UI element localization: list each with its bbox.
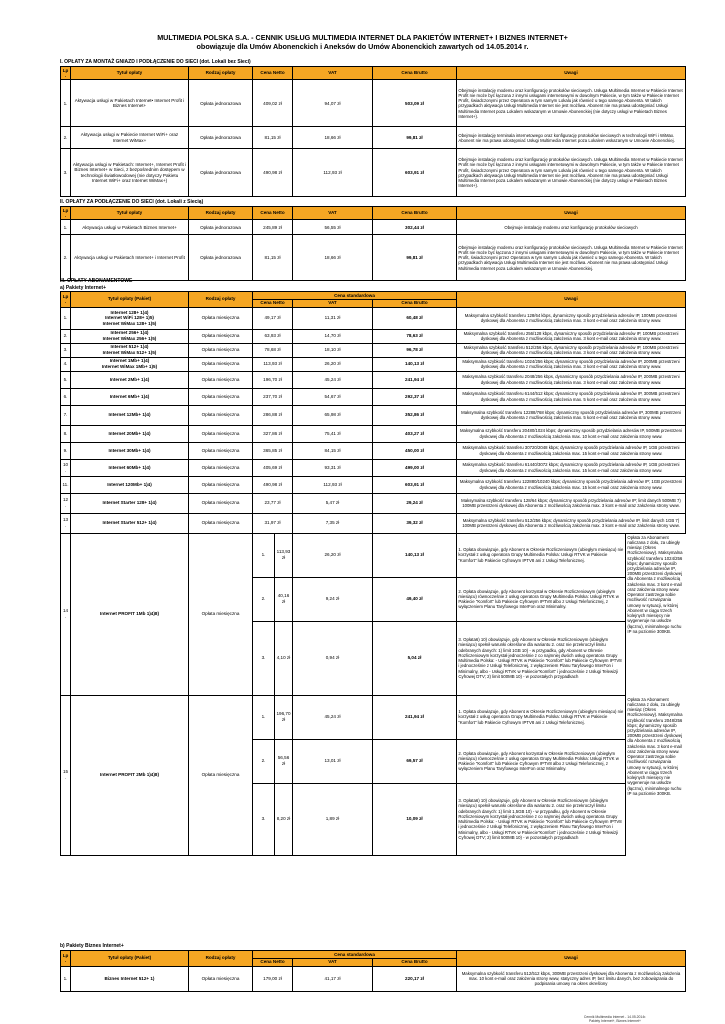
variant-number: 1. — [253, 695, 275, 739]
table-row — [61, 220, 686, 235]
row-title: Internet 256+ 1)4) Internet WiMax 256+ 1)5) — [71, 329, 189, 343]
profit-side-note: Opłata za Abonament naliczana z dołu, za ubiegły miesiąc (Okres Rozliczeniowy). Maksymalna szybkość transferu 2048/256 kbps; dynamiczny sposób przydzielania adresów IP, 200MB przestrzeni dyskowej dla Abonenta z możliwością założenia max. 3 kont e-mail oraz założenia strony www. Operator zastrzega sobie możliwość rozwiązania umowy w sytuacji, w której Abonent w ciągu trzech kolejnych miesięcy nie wygeneruje na usłudze (łącznu), minimalnego ruchu IP na poziomie 300KB. — [625, 696, 686, 856]
page-footer — [560, 1016, 670, 1023]
row-net: 63,93 zł — [253, 329, 293, 343]
table-section-3a — [60, 291, 686, 856]
row-net: 409,02 zł — [253, 80, 293, 127]
row-gross: 499,00 zł — [373, 459, 457, 476]
row-notes: Maksymalna szybkość transferu 128/64 kbps; dynamiczny sposób przydzielania adresów IP; limit danych 500MB 7) 100MB przestrzeni dyskowej dla Abonenta z możliwością założenia max. 3 kont e-mail oraz założenia strony www. — [457, 493, 686, 513]
row-gross: 99,81 zł — [373, 235, 457, 281]
row-notes: Maksymalna szybkość transferu 2048/256 kbps, dynamiczny sposób przydzielania adresów IP, 200MB przestrzeni dyskowej dla Abonenta z możliwością założenia max. 3 kont e-mail oraz założenia strony www. — [457, 371, 686, 388]
row-gross: 603,91 zł — [373, 476, 457, 493]
row-net: 179,00 zł — [253, 966, 293, 991]
variant-note: 3. Opłata6) 10) obowiązuje, gdy Abonent w Okresie Rozliczeniowym (ubiegłym miesiącu) spełnił warunki określone dla wariantu 2. oraz nie przekroczył limitu odebranych danych: 1) limit 1,5GB 10) - w przypadku, gdy Abonent w Okresie Rozliczeniowym korzystał jednocześnie z co najmniej dwóch usług operatora Grupy Multimedia Polska: - Usługi RTVK w Pakiecie "Komfort" lub Pakiecie Cyfrowym IPTV8 i jednocześnie z Usługi Telefonicznej, z wyłączeniem Planu Taryfowego InterFon i Minimalny, albo - Usługi RTVK w Pakiecie"Komfort" i jednocześnie z Usługi Telewizji Cyfrowej DTV; 2) limit 500MB 10) - w pozostałych przypadkach — [458, 798, 622, 840]
row-lp: 8. — [61, 425, 71, 442]
row-notes: Maksymalna szybkość transferu 6144/512 kbps; dynamiczny sposób przydzielania adresów IP, 300MB przestrzeni dyskowej dla Abonenta z możliwością założenia max. 5 kont e-mail oraz założenia strony www. — [457, 388, 686, 405]
col-net: Cena Netto — [253, 207, 293, 220]
table-row — [61, 695, 686, 739]
section-1-title: I. OPŁATY ZA MONTAŻ GNIAZD I PODŁĄCZENIE DO SIECI (dot. Lokali bez Sieci) — [60, 59, 251, 65]
variant-number: 3. — [253, 783, 275, 855]
table-row — [61, 127, 686, 149]
row-vat: 84,15 zł — [293, 442, 373, 459]
row-lp: 5. — [61, 371, 71, 388]
row-lp: 3. — [61, 149, 71, 197]
row-gross: 69,57 zł — [373, 739, 457, 783]
table-row — [61, 425, 686, 442]
footer-line-1: Cennik Multimedia Internet - 14.05.2014r. — [583, 1015, 647, 1019]
col-lp: Lp. — [61, 67, 71, 80]
row-lp: 7. — [61, 405, 71, 425]
row-notes: Maksymalna szybkość transferu 61440/3072 kbps; dynamiczny sposób przydzielania adresów IP, 1GB przestrzeni dyskowej dla Abonenta z możliwością założenia max. 15 kont e-mail oraz założenia strony www. — [457, 459, 686, 476]
row-vat: 45,24 zł — [293, 371, 373, 388]
row-title: Internet 120Mb+ 1)4) — [71, 476, 189, 493]
row-type: Opłata miesięczna — [189, 425, 253, 442]
col-net: Cena Netto — [253, 299, 293, 307]
row-gross: 292,37 zł — [373, 388, 457, 405]
variant-number: 2. — [253, 577, 275, 621]
table-row — [61, 442, 686, 459]
title-line-1: MULTIMEDIA POLSKA S.A. - CENNIK USŁUG MULTIMEDIA INTERNET DLA PAKIETÓW INTERNET+ I BIZNES INTERNET+ — [157, 33, 568, 42]
row-net: 113,93 zł — [275, 533, 293, 577]
row-title: Internet 60Mb+ 1)4) — [71, 459, 189, 476]
row-title: Internet Starter 128+ 1)4) — [71, 493, 189, 513]
row-net: 31,97 zł — [253, 513, 293, 533]
row-vat: 18,10 zł — [293, 343, 373, 357]
row-title: Internet 20Mb+ 1)4) — [71, 425, 189, 442]
row-notes: Maksymalna szybkość transferu 12288/768 kbps; dynamiczny sposób przydzielania adresów IP, 300MB przestrzeni dyskowej dla Abonenta z możliwością założenia max. 5 kont e-mail oraz założenia strony www. — [457, 405, 686, 425]
row-net: 78,68 zł — [253, 343, 293, 357]
row-lp: 1. — [61, 220, 71, 235]
row-lp: 11. — [61, 476, 71, 493]
row-gross: 60,48 zł — [373, 307, 457, 329]
variant-number: 1. — [253, 533, 275, 577]
section-3a-title: a) Pakiety Internet+ — [60, 285, 106, 291]
row-type: Opłata miesięczna — [189, 307, 253, 329]
row-vat: 94,07 zł — [293, 80, 373, 127]
row-title: Internet PROFIT 2Mb 1)4)8) — [71, 695, 189, 855]
row-notes: Maksymalna szybkość transferu 128/64 kbps, dynamiczny sposób przydzielania adresów IP, 100MB przestrzeni dyskowej dla Abonenta z możliwością założenia max. 3 kont e-mail oraz założenia strony www. — [457, 307, 686, 329]
row-lp: 4. — [61, 357, 71, 371]
table-section-3b — [60, 950, 686, 992]
row-net: 490,98 zł — [253, 149, 293, 197]
table-row — [61, 357, 686, 371]
variant-note: 1. Opłata obowiązuje, gdy Abonent w Okresie Rozliczeniowym (ubiegłym miesiącu) nie korzystał z usług operatora Grupy Multimedia Polska: Usługi RTVK w Pakiecie "Komfort" lub Pakiecie Cyfrowym IPTV8 ani z Usługi Telefonicznej. — [458, 547, 624, 563]
row-gross: 503,09 zł — [373, 80, 457, 127]
row-gross: 450,00 zł — [373, 442, 457, 459]
row-vat: 45,24 zł — [293, 695, 373, 739]
row-type: Opłata miesięczna — [189, 371, 253, 388]
row-vat: 13,01 zł — [293, 739, 373, 783]
row-vat: 56,55 zł — [293, 220, 373, 235]
row-title: Aktywacja usługi w Pakietach: Internet+, Internet Profit i Biznes Internet+ w Sieci, z bezpośrednim dostępem w technologii światłowodowej (nie dotyczy Pakietu Internet WiFi+ oraz Internet WiMax+) — [71, 149, 189, 197]
row-net: 196,70 zł — [253, 371, 293, 388]
row-gross: 99,81 zł — [373, 127, 457, 149]
row-title: Aktywacja usługi w Pakietach Internet+ i Internet Profit — [71, 235, 189, 281]
row-vat: 26,20 zł — [293, 533, 373, 577]
row-vat: 65,98 zł — [293, 405, 373, 425]
col-gross: Cena Brutto — [373, 207, 457, 220]
row-vat: 112,93 zł — [293, 476, 373, 493]
row-title: Internet 30Mb+ 1)4) — [71, 442, 189, 459]
row-type: Opłata jednorazowa — [189, 127, 253, 149]
row-title: Aktywacja usługi w Pakietach Biznes Internet+ — [71, 220, 189, 235]
row-title: Internet 12Mb+ 1)4) — [71, 405, 189, 425]
row-notes: Obejmuje instalację modemu oraz konfigurację protokołów sieciowych. Usługa Multimedia Internet w Pakiecie Internet Profit nie może być łączona z innymi usługami internetowymi w dowolnym Pakiecie, w tym także w Pakiecie Internet Profit, świadczonymi przez Operatora w tym samym Lokalu jak również u tego samego Abonenta. W takich przypadkach aktywacja Usługi Multimedia Internet nie jest możliwa. Abonent nie ma prawa udostępniać Usługi Multimedia Internet poza Lokalem wskazanym w Umowie Abonenckiej. — [457, 235, 686, 281]
row-notes: Obejmuje instalację modemu oraz konfigurację protokołów sieciowych — [457, 220, 686, 235]
row-net: 365,85 zł — [253, 442, 293, 459]
row-vat: 75,41 zł — [293, 425, 373, 442]
row-vat: 54,67 zł — [293, 388, 373, 405]
col-title: Tytuł opłaty — [71, 207, 189, 220]
row-gross: 29,24 zł — [373, 493, 457, 513]
row-notes: Maksymalna szybkość transferu 20480/1024 kbps; dynamiczny sposób przydzielania adresów IP, 500MB przestrzeni dyskowej dla Abonenta z możliwością założenia max. 10 kont e-mail oraz założenia strony www. — [457, 425, 686, 442]
footer-line-2: Pakiety Internet+, Biznes Internet+ — [588, 1018, 642, 1023]
col-title: Tytuł opłaty (Pakiet) — [71, 951, 189, 967]
row-net: 23,77 zł — [253, 493, 293, 513]
row-type: Opłata miesięczna — [189, 533, 253, 695]
col-type: Rodzaj opłaty — [189, 67, 253, 80]
row-gross: 78,63 zł — [373, 329, 457, 343]
profit-rows — [61, 533, 686, 855]
table-header-row — [61, 67, 686, 80]
row-vat: 41,17 zł — [293, 966, 373, 991]
row-gross: 49,40 zł — [373, 577, 457, 621]
document-title — [0, 33, 725, 51]
row-gross: 220,17 zł — [373, 966, 457, 991]
row-net: 327,86 zł — [253, 425, 293, 442]
row-gross: 140,13 zł — [373, 533, 457, 577]
table-row — [61, 307, 686, 329]
row-net: 81,15 zł — [253, 235, 293, 281]
row-notes: Maksymalna szybkość transferu 122880/10240 kbps; dynamiczny sposób przydzielania adresów IP; 1GB przestrzeni dyskowej dla Abonenta z możliwością założenia max. 15 kont e-mail oraz założenia strony www. — [457, 476, 686, 493]
col-gross: Cena Brutto — [373, 958, 457, 966]
variant-note: 2. Opłata obowiązuje, gdy Abonent korzystał w Okresie Rozliczeniowym (ubiegłym miesiącu) równocześnie z usług operatora Grupy Multimedia Polska: Usługi RTVK w Pakiecie "Komfort" lub Pakiecie Cyfrowym IPTV8 albo z Usługi Telefonicznej, z wyłączeniem Planu Taryfowego InterFon oraz Minimalny. — [458, 588, 619, 610]
row-type: Opłata miesięczna — [189, 405, 253, 425]
table-row — [61, 513, 686, 533]
row-title: Internet 512+ 1)4) Internet WiMax 512+ 1)5) — [71, 343, 189, 357]
row-net: 286,88 zł — [253, 405, 293, 425]
row-notes: Maksymalna szybkość transferu 512/512 kbps, 300MB przestrzeni dyskowej dla Abonenta z możliwością założenia max. 10 kont e-mail oraz założenia strony www, statyczny adres IP, bez limitu danych, bez zobowiązania do podpisania umowy na okres określony — [457, 966, 686, 991]
row-type: Opłata miesięczna — [189, 493, 253, 513]
table-row — [61, 405, 686, 425]
row-gross: 403,27 zł — [373, 425, 457, 442]
table-row — [61, 329, 686, 343]
row-gross: 5,04 zł — [373, 621, 457, 695]
row-type: Opłata jednorazowa — [189, 149, 253, 197]
table-header-row — [61, 951, 686, 959]
variant-note: 1. Opłata obowiązuje, gdy Abonent w Okresie Rozliczeniowym (ubiegłym miesiącu) nie korzystał z usług operatora Grupy Multimedia Polska: Usługi RTVK w Pakiecie "Komfort" lub Pakiecie Cyfrowym IPTV8 ani z Usługi Telefonicznej. — [458, 709, 624, 725]
row-vat: 26,20 zł — [293, 357, 373, 371]
col-title: Tytuł opłaty (Pakiet) — [71, 292, 189, 308]
variant-note: 2. Opłata obowiązuje, gdy Abonent korzystał w Okresie Rozliczeniowym (ubiegłym miesiącu) równocześnie z usług operatora Grupy Multimedia Polska: Usługi RTVK w Pakiecie "Komfort" lub Pakiecie Cyfrowym IPTV8 albo z Usługi Telefonicznej, z wyłączeniem Planu Taryfowego InterFon oraz Minimalny. — [458, 750, 619, 772]
section-3-title: III. OPŁATY ABONAMENTOWE — [60, 278, 133, 284]
table-row — [61, 343, 686, 357]
col-notes: Uwagi — [457, 951, 686, 967]
row-type: Opłata jednorazowa — [189, 235, 253, 281]
row-type: Opłata miesięczna — [189, 357, 253, 371]
row-title: Internet Starter 512+ 1)4) — [71, 513, 189, 533]
table-row — [61, 371, 686, 388]
table-row — [61, 459, 686, 476]
row-lp: 6. — [61, 388, 71, 405]
table-row — [61, 493, 686, 513]
row-gross: 241,94 zł — [373, 695, 457, 739]
row-net: 237,70 zł — [253, 388, 293, 405]
row-gross: 10,09 zł — [373, 783, 457, 855]
variant-note: 3. Opłata6) 10) obowiązuje, gdy Abonent w Okresie Rozliczeniowym (ubiegłym miesiącu) spełnił warunki określone dla wariantu 2. oraz nie przekroczył limitu odebranych danych: 1) limit 1GB 10) - w przypadku, gdy Abonent w Okresie Rozliczeniowym korzystał jednocześnie z co najmniej dwóch usług operatora Grupy Multimedia Polska: - Usługi RTVK w Pakiecie "Komfort" lub Pakiecie Cyfrowym IPTV8 i jednocześnie z Usługi Telefonicznej, z wyłączeniem Planu Taryfowego InterFon i Minimalny, albo - Usługi RTVK w Pakiecie"Komfort" i jednocześnie z Usługi Telewizji Cyfrowej DTV; 2) limit 500MB 10) - w pozostałych przypadkach — [458, 637, 622, 679]
row-net: 196,70 zł — [275, 695, 293, 739]
row-type: Opłata miesięczna — [189, 329, 253, 343]
row-lp: 15. — [61, 695, 71, 855]
row-type: Opłata miesięczna — [189, 695, 253, 855]
row-type: Opłata miesięczna — [189, 388, 253, 405]
row-lp: 13. — [61, 513, 71, 533]
col-notes: Uwagi — [457, 207, 686, 220]
row-gross: 140,13 zł — [373, 357, 457, 371]
table-header-row — [61, 207, 686, 220]
row-vat: 112,93 zł — [293, 149, 373, 197]
table-row — [61, 966, 686, 991]
row-net: 81,15 zł — [253, 127, 293, 149]
col-vat: VAT — [293, 958, 373, 966]
col-net: Cena Netto — [253, 958, 293, 966]
table-row — [61, 235, 686, 281]
row-notes: Maksymalna szybkość transferu 256/128 kbps, dynamiczny sposób przydzielania adresów IP, 100MB przestrzeni dyskowej dla Abonenta z możliwością założenia max. 3 kont e-mail oraz założenia strony www. — [457, 329, 686, 343]
row-gross: 603,91 zł — [373, 149, 457, 197]
row-title: Internet 2Mb+ 1)4) — [71, 371, 189, 388]
col-notes: Uwagi — [457, 67, 686, 80]
row-title: Biznes Internet 512+ 1) — [71, 966, 189, 991]
row-lp: 2. — [61, 235, 71, 281]
row-lp: 1. — [61, 80, 71, 127]
row-title: Aktywacja usługi w Pakiecie Internet WiFi+ oraz Internet WiMax+ — [71, 127, 189, 149]
row-vat: 93,31 zł — [293, 459, 373, 476]
table-row — [61, 388, 686, 405]
row-lp: 1. — [61, 307, 71, 329]
row-gross: 39,32 zł — [373, 513, 457, 533]
section-2-title: II. OPŁATY ZA PODŁĄCZENIE DO SIECI (dot. Lokali z Siecią) — [60, 199, 204, 205]
row-vat: 0,94 zł — [293, 621, 373, 695]
row-vat: 1,89 zł — [293, 783, 373, 855]
row-lp: 3. — [61, 343, 71, 357]
title-line-2: obowiązuje dla Umów Abonenckich i Aneksów do Umów Abonenckich zawartych od 14.05.2014 r. — [196, 42, 529, 51]
col-gross: Cena Brutto — [373, 67, 457, 80]
row-notes: Maksymalna szybkość transferu 1024/256 kbps; dynamiczny sposób przydzielania adresów IP, 200MB przestrzeni dyskowej dla Abonenta z możliwością założenia max. 3 kont e-mail oraz założenia strony www. — [457, 357, 686, 371]
row-gross: 302,44 zł — [373, 220, 457, 235]
col-lp: Lp. — [61, 951, 71, 967]
variant-number: 3. — [253, 621, 275, 695]
row-type: Opłata miesięczna — [189, 442, 253, 459]
row-notes: Obejmuje instalację modemu oraz konfigurację protokołów sieciowych. Usługa Multimedia Internet w Pakiecie Internet Profit nie może być łączona z innymi usługami internetowymi w dowolnym Pakiecie, w tym także w Pakiecie Internet Profit, świadczonymi przez Operatora w tym samym Lokalu jak również u tego samego Abonenta. W takich przypadkach aktywacja Usługi Multimedia Internet nie jest możliwa. Abonent nie ma prawa udostępniać Usługi Multimedia Internet poza Lokalem wskazanym w Umowie Abonenckiej (nie dotyczy usługi w Pakietach Biznes Internet+). — [457, 149, 686, 197]
col-vat: VAT — [293, 67, 373, 80]
table-row — [61, 533, 686, 577]
table-row — [61, 80, 686, 127]
row-title: Internet 1Mb+ 1)4) Internet WiMax 1Mb+ 1)5) — [71, 357, 189, 371]
package-rows — [61, 307, 686, 533]
col-gross: Cena Brutto — [373, 299, 457, 307]
row-notes: Obejmuje instalację modemu oraz konfigurację protokołów sieciowych. Usługa Multimedia Internet w Pakiecie Internet Profit nie może być łączona z innymi usługami internetowymi w dowolnym Pakiecie, w tym także w Pakiecie Internet Profit, świadczonymi przez Operatora w tym samym Lokalu jak również u tego samego Abonenta. W takich przypadkach aktywacja Usługi Multimedia Internet nie jest możliwa. Abonent nie ma prawa udostępniać Usługi Multimedia Internet poza Lokalem wskazanym w Umowie Abonenckiej (nie dotyczy usługi w Pakietach Biznes Internet+). — [457, 80, 686, 127]
row-net: 49,17 zł — [253, 307, 293, 329]
row-type: Opłata miesięczna — [189, 513, 253, 533]
row-vat: 9,24 zł — [293, 577, 373, 621]
row-net: 4,10 zł — [275, 621, 293, 695]
table-row — [61, 476, 686, 493]
section-3b-title: b) Pakiety Biznes Internet+ — [60, 943, 124, 949]
row-gross: 352,86 zł — [373, 405, 457, 425]
row-net: 113,93 zł — [253, 357, 293, 371]
col-type: Rodzaj opłaty — [189, 207, 253, 220]
row-vat: 18,66 zł — [293, 235, 373, 281]
row-lp: 1. — [61, 966, 71, 991]
row-type: Opłata jednorazowa — [189, 80, 253, 127]
row-net: 405,69 zł — [253, 459, 293, 476]
row-notes: Obejmuje instalację terminala internetowego oraz konfigurację protokołów sieciowych w technologii WiFi i WiMax. Abonent nie ma prawa udostępniać Usługi Multimedia Internet poza Lokalem wskazanym w Umowie Abonenckiej. — [457, 127, 686, 149]
row-lp: 2. — [61, 127, 71, 149]
col-title: Tytuł opłaty — [71, 67, 189, 80]
row-lp: 14. — [61, 533, 71, 695]
row-gross: 96,78 zł — [373, 343, 457, 357]
row-lp: 9. — [61, 442, 71, 459]
table-section-2 — [60, 206, 686, 281]
table-header-row — [61, 292, 686, 300]
row-vat: 7,35 zł — [293, 513, 373, 533]
row-title: Internet 6Mb+ 1)4) — [71, 388, 189, 405]
row-type: Opłata miesięczna — [189, 966, 253, 991]
table-row — [61, 149, 686, 197]
row-vat: 5,47 zł — [293, 493, 373, 513]
row-lp: 2. — [61, 329, 71, 343]
row-notes: Maksymalna szybkość transferu 30720/2048 kbps; dynamiczny sposób przydzielania adresów IP, 1GB przestrzeni dyskowej dla Abonenta z możliwością założenia max. 15 kont e-mail oraz założenia strony www. — [457, 442, 686, 459]
row-lp: 12. — [61, 493, 71, 513]
row-type: Opłata miesięczna — [189, 343, 253, 357]
row-title: Internet PROFIT 1Mb 1)4)8) — [71, 533, 189, 695]
col-net: Cena Netto — [253, 67, 293, 80]
row-net: 245,89 zł — [253, 220, 293, 235]
profit-side-note: Opłata za Abonament naliczana z dołu, za ubiegły miesiąc (Okres Rozliczeniowy). Maksymalna szybkość transferu 1024/256 kbps; dynamiczny sposób przydzielania adresów IP, 200MB przestrzeni dyskowej dla Abonenta z możliwością założenia max. 3 kont e-mail oraz założenia strony www. Operator zastrzega sobie możliwość rozwiązania umowy w sytuacji, w której Abonent w ciągu trzech kolejnych miesięcy nie wygeneruje na usłudze (łącznu), minimalnego ruchu IP na poziomie 300KB. — [625, 534, 686, 696]
row-type: Opłata miesięczna — [189, 459, 253, 476]
col-notes: Uwagi — [457, 292, 686, 308]
row-gross: 241,94 zł — [373, 371, 457, 388]
row-notes: Maksymalna szybkość transferu 512/256 kbps; dynamiczny sposób przydzielania adresów IP, limit danych 1GB 7) 100MB przestrzeni dyskowej dla Abonenta z możliwością założenia max. 3 kont e-mail oraz założenia strony www. — [457, 513, 686, 533]
col-standard-price: Cena standardowa — [253, 951, 457, 959]
col-lp: Lp. — [61, 292, 71, 308]
row-net: 490,98 zł — [253, 476, 293, 493]
row-notes: Maksymalna szybkość transferu 512/256 kbps, dynamiczny sposób przydzielania adresów IP, 100MB przestrzeni dyskowej dla Abonenta z możliwością założenia max. 3 kont e-mail oraz założenia strony www. — [457, 343, 686, 357]
row-net: 8,20 zł — [275, 783, 293, 855]
row-net: 40,16 zł — [275, 577, 293, 621]
row-type: Opłata miesięczna — [189, 476, 253, 493]
variant-number: 2. — [253, 739, 275, 783]
table-section-1 — [60, 66, 686, 197]
col-lp: Lp. — [61, 207, 71, 220]
col-type: Rodzaj opłaty — [189, 292, 253, 308]
row-vat: 18,66 zł — [293, 127, 373, 149]
row-title: Internet 128+ 1)4) Internet WiFi 128+ 1)5) Internet WiMax 128+ 1)5) — [71, 307, 189, 329]
row-title: Aktywacja usługi w Pakietach Internet• Internet Profit i Biznes Internet+ — [71, 80, 189, 127]
col-type: Rodzaj opłaty — [189, 951, 253, 967]
col-vat: VAT — [293, 299, 373, 307]
row-net: 56,56 zł — [275, 739, 293, 783]
row-lp: 10. — [61, 459, 71, 476]
row-vat: 11,31 zł — [293, 307, 373, 329]
row-vat: 14,70 zł — [293, 329, 373, 343]
col-vat: VAT — [293, 207, 373, 220]
col-standard-price: Cena standardowa — [253, 292, 457, 300]
row-type: Opłata jednorazowa — [189, 220, 253, 235]
